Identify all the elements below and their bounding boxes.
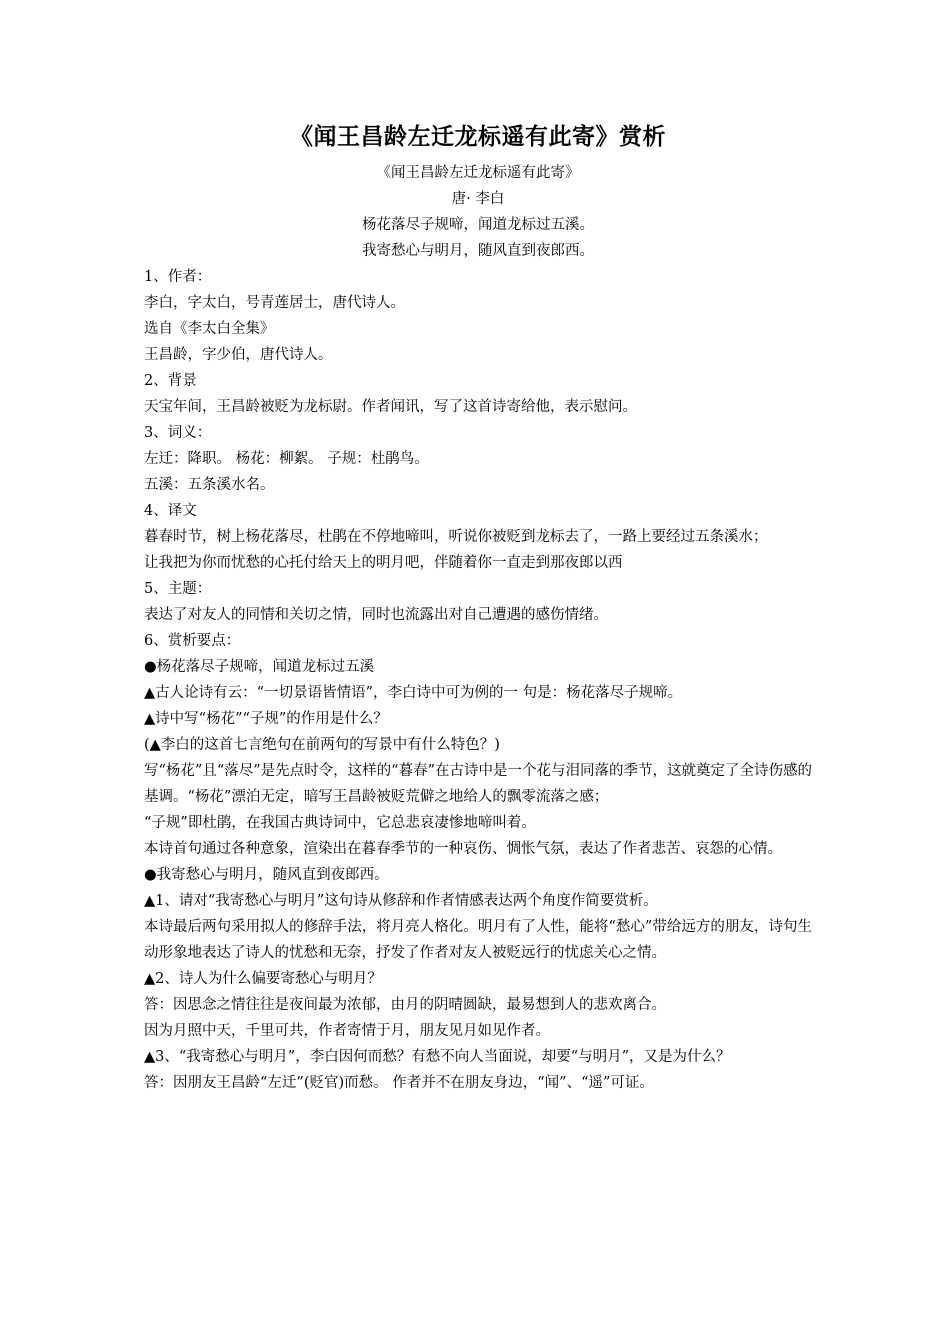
document-page <box>144 118 812 1096</box>
paragraph: ▲1、请对“我寄愁心与明月”这句诗从修辞和作者情感表达两个角度作简要赏析。 <box>144 893 658 909</box>
paragraph: 因为月照中天，千里可共，作者寄情于月，朋友见月如见作者。 <box>144 1023 550 1039</box>
paragraph: ▲3、“我寄愁心与明月”，李白因何而愁？有愁不向人当面说，却要“与明月”，又是为什么？ <box>144 1049 731 1065</box>
paragraph: 表达了对友人的同情和关切之情，同时也流露出对自己遭遇的感伤情绪。 <box>144 607 608 623</box>
poem-line-1: 杨花落尽子规啼，闻道龙标过五溪。 <box>362 217 594 233</box>
paragraph: 暮春时节，树上杨花落尽，杜鹃在不停地啼叫，听说你被贬到龙标去了，一路上要经过五条溪水； <box>144 529 768 545</box>
document-title: 《闻王昌龄左迁龙标遥有此寄》赏析 <box>290 123 666 150</box>
paragraph: 让我把为你而忧愁的心托付给天上的明月吧，伴随着你一直走到那夜郎以西 <box>144 555 623 571</box>
poem-author: 唐· 李白 <box>451 191 505 207</box>
paragraph: ▲2、诗人为什么偏要寄愁心与明月？ <box>144 971 382 987</box>
paragraph: 写“杨花”且“落尽”是先点时令，这样的“暮春”在古诗中是一个花与泪同落的季节，这就奠定了全诗伤感的基调。“杨花”漂泊无定，暗写王昌龄被贬荒僻之地给人的飘零流落之感； <box>144 763 812 805</box>
paragraph: 五溪：五条溪水名。 <box>144 477 275 493</box>
paragraph: 王昌龄，字少伯，唐代诗人。 <box>144 347 333 363</box>
paragraph: 答：因思念之情往往是夜间最为浓郁，由月的阴晴圆缺，最易想到人的悲欢离合。 <box>144 997 666 1013</box>
section-background-heading: 2、背景 <box>144 373 197 389</box>
section-translation-heading: 4、译文 <box>144 503 197 519</box>
paragraph: ▲古人论诗有云：“一切景语皆情语”，李白诗中可为例的一 句是：杨花落尽子规啼。 <box>144 685 683 701</box>
paragraph: 李白，字太白，号青莲居士，唐代诗人。 <box>144 295 405 311</box>
section-author-heading: 1、作者： <box>144 269 212 285</box>
paragraph: (▲李白的这首七言绝句在前两句的写景中有什么特色？) <box>144 737 500 753</box>
section-vocabulary-heading: 3、词义： <box>144 425 212 441</box>
section-theme-heading: 5、主题： <box>144 581 212 597</box>
paragraph: 本诗最后两句采用拟人的修辞手法，将月亮人格化。明月有了人性，能将“愁心”带给远方的朋友，诗句生动形象地表达了诗人的忧愁和无奈，抒发了作者对友人被贬远行的忧虑关心之情。 <box>144 919 812 961</box>
paragraph: 左迁：降职。 杨花：柳絮。 子规：杜鹃鸟。 <box>144 451 429 467</box>
paragraph: ●杨花落尽子规啼，闻道龙标过五溪 <box>144 659 375 675</box>
paragraph: 选自《李太白全集》 <box>144 321 275 337</box>
paragraph: ●我寄愁心与明月，随风直到夜郎西。 <box>144 867 389 883</box>
paragraph: 本诗首句通过各种意象，渲染出在暮春季节的一种哀伤、惆怅气氛，表达了作者悲苦、哀怨的心情。 <box>144 841 782 857</box>
section-appreciation-heading: 6、赏析要点： <box>144 633 241 649</box>
paragraph: 天宝年间，王昌龄被贬为龙标尉。作者闻讯，写了这首诗寄给他，表示慰问。 <box>144 399 637 415</box>
paragraph: 答：因朋友王昌龄“左迁”(贬官)而愁。 作者并不在朋友身边，“闻”、“遥”可证。 <box>144 1075 654 1091</box>
paragraph: “子规”即杜鹃，在我国古典诗词中，它总悲哀凄惨地啼叫着。 <box>144 815 536 831</box>
paragraph: ▲诗中写“杨花”“子规”的作用是什么？ <box>144 711 388 727</box>
poem-title: 《闻王昌龄左迁龙标遥有此寄》 <box>376 165 580 181</box>
poem-line-2: 我寄愁心与明月，随风直到夜郎西。 <box>362 243 594 259</box>
